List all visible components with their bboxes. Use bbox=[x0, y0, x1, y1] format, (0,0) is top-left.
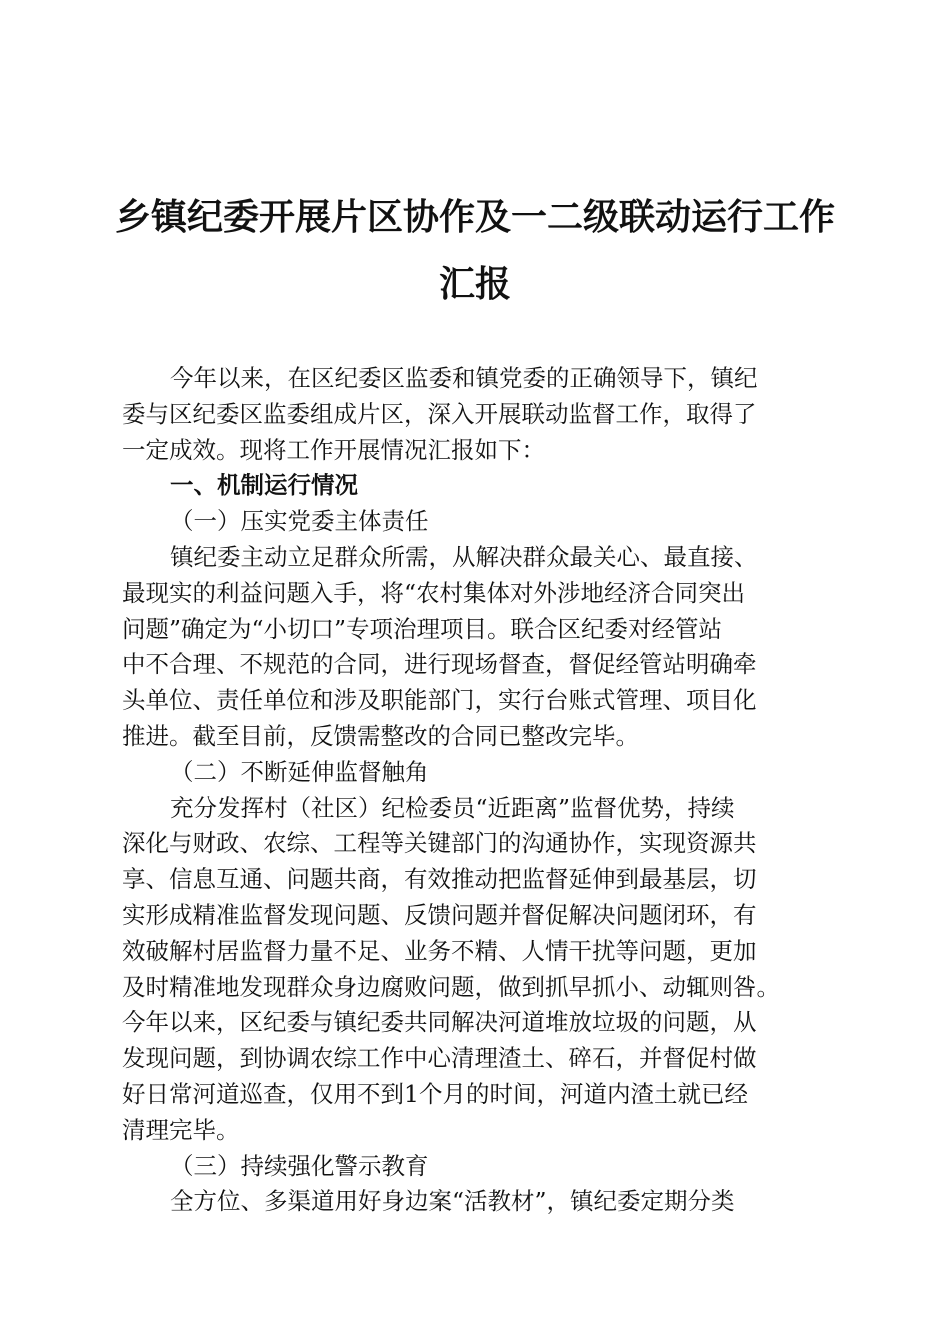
paragraph-line: 好日常河道巡查，仅用不到1个月的时间，河道内渣土就已经 bbox=[122, 1079, 748, 1108]
paragraph-line: 深化与财政、农综、工程等关键部门的沟通协作，实现资源共 bbox=[122, 829, 757, 858]
document-title-line-2: 汇报 bbox=[438, 264, 511, 305]
paragraph-line: 中不合理、不规范的合同，进行现场督查，督促经管站明确牵 bbox=[122, 650, 757, 679]
paragraph-line: 实形成精准监督发现问题、反馈问题并督促解决问题闭环，有 bbox=[122, 900, 757, 929]
paragraph-line: 全方位、多渠道用好身边案“活教材”，镇纪委定期分类 bbox=[170, 1187, 735, 1216]
paragraph-line: 充分发挥村（社区）纪检委员“近距离”监督优势，持续 bbox=[170, 793, 735, 822]
paragraph-line: 效破解村居监督力量不足、业务不精、人情干扰等问题，更加 bbox=[122, 936, 757, 965]
paragraph-line: 问题”确定为“小切口”专项治理项目。联合区纪委对经管站 bbox=[122, 614, 723, 643]
document-title-line-1: 乡镇纪委开展片区协作及一二级联动运行工作 bbox=[114, 197, 835, 238]
paragraph-line: 一定成效。现将工作开展情况汇报如下： bbox=[122, 435, 545, 464]
paragraph-line: 头单位、责任单位和涉及职能部门，实行台账式管理、项目化 bbox=[122, 686, 757, 715]
paragraph-line: 今年以来，在区纪委区监委和镇党委的正确领导下，镇纪 bbox=[170, 364, 758, 392]
paragraph-line: 发现问题，到协调农综工作中心清理渣土、碎石，并督促村做 bbox=[122, 1044, 757, 1073]
paragraph-line: 推进。截至目前，反馈需整改的合同已整改完毕。 bbox=[122, 721, 639, 750]
paragraph-line: 最现实的利益问题入手，将“农村集体对外涉地经济合同突出 bbox=[122, 578, 746, 607]
paragraph-line: 委与区纪委区监委组成片区，深入开展联动监督工作，取得了 bbox=[122, 399, 757, 428]
paragraph-line: 今年以来，区纪委与镇纪委共同解决河道堆放垃圾的问题，从 bbox=[122, 1008, 757, 1037]
paragraph-line: 镇纪委主动立足群众所需，从解决群众最关心、最直接、 bbox=[170, 542, 758, 571]
paragraph-line: 及时精准地发现群众身边腐败问题，做到抓早抓小、动辄则咎。 bbox=[122, 972, 780, 1001]
subsection-heading: （二）不断延伸监督触角 bbox=[170, 757, 429, 786]
paragraph-line: 清理完毕。 bbox=[122, 1115, 240, 1144]
section-heading: 一、机制运行情况 bbox=[170, 471, 358, 500]
paragraph-line: 享、信息互通、问题共商，有效推动把监督延伸到最基层，切 bbox=[122, 865, 757, 894]
subsection-heading: （一）压实党委主体责任 bbox=[170, 507, 429, 536]
document-body bbox=[122, 361, 832, 1220]
subsection-heading: （三）持续强化警示教育 bbox=[170, 1151, 429, 1180]
